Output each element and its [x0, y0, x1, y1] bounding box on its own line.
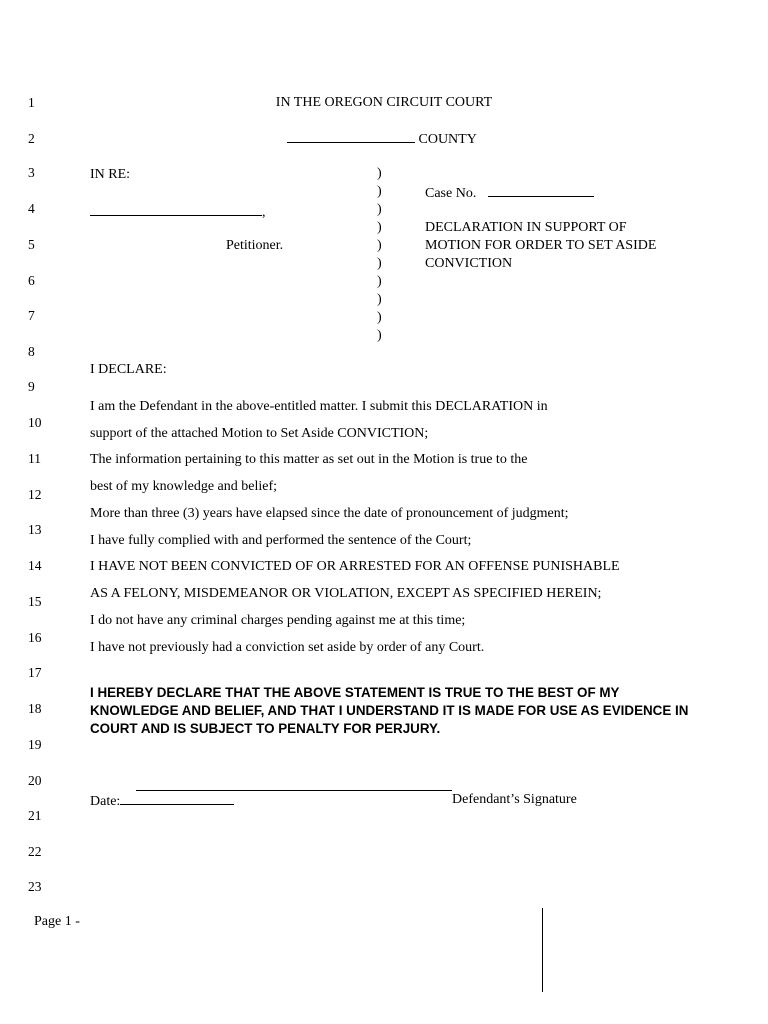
caption-paren: ) — [377, 292, 382, 307]
line-number: 8 — [28, 344, 35, 359]
line-number: 23 — [28, 879, 42, 894]
statement-line: The information pertaining to this matter as set out in the Motion is true to the — [90, 452, 528, 467]
caption-paren: ) — [377, 220, 382, 235]
line-number: 16 — [28, 630, 42, 645]
line-number: 9 — [28, 379, 35, 394]
statement-line: I HAVE NOT BEEN CONVICTED OF OR ARRESTED FOR AN OFFENSE PUNISHABLE — [90, 559, 620, 574]
caption-paren: ) — [377, 256, 382, 271]
line-number: 10 — [28, 415, 42, 430]
caption-paren: ) — [377, 166, 382, 181]
line-number: 18 — [28, 701, 42, 716]
statement-line: AS A FELONY, MISDEMEANOR OR VIOLATION, EXCEPT AS SPECIFIED HEREIN; — [90, 586, 602, 601]
caption-paren: ) — [377, 274, 382, 289]
document-title-line-2: MOTION FOR ORDER TO SET ASIDE — [425, 238, 657, 253]
county-blank[interactable] — [287, 130, 415, 143]
statement-line: I do not have any criminal charges pending against me at this time; — [90, 613, 466, 628]
i-declare-heading: I DECLARE: — [90, 362, 167, 377]
line-number: 20 — [28, 773, 42, 788]
petitioner-label: Petitioner. — [226, 238, 284, 253]
line-number: 15 — [28, 594, 42, 609]
petitioner-name-blank[interactable] — [90, 203, 262, 216]
line-number: 14 — [28, 558, 42, 573]
line-number: 7 — [28, 308, 35, 323]
statement-line: I have fully complied with and performed the sentence of the Court; — [90, 533, 472, 548]
line-number: 19 — [28, 737, 42, 752]
page-number: Page 1 - — [34, 914, 80, 929]
caption-paren: ) — [377, 310, 382, 325]
statement-line: More than three (3) years have elapsed since the date of pronouncement of judgment; — [90, 506, 569, 521]
line-number: 4 — [28, 201, 35, 216]
line-number: 2 — [28, 131, 35, 146]
line-number: 11 — [28, 451, 41, 466]
line-number: 13 — [28, 522, 42, 537]
footer-divider — [542, 908, 543, 992]
case-no-label: Case No. — [425, 186, 477, 201]
line-number: 3 — [28, 165, 35, 180]
case-number-blank[interactable] — [488, 184, 594, 197]
statement-line: support of the attached Motion to Set Aside CONVICTION; — [90, 426, 429, 441]
caption-paren: ) — [377, 202, 382, 217]
statement-line: I am the Defendant in the above-entitled matter. I submit this DECLARATION in — [90, 399, 548, 414]
document-title-line-1: DECLARATION IN SUPPORT OF — [425, 220, 627, 235]
document-title-line-3: CONVICTION — [425, 256, 513, 271]
caption-paren: ) — [377, 238, 382, 253]
statement-line: I have not previously had a conviction set aside by order of any Court. — [90, 640, 485, 655]
caption-paren: ) — [377, 328, 382, 343]
line-number: 12 — [28, 487, 42, 502]
caption-paren: ) — [377, 184, 382, 199]
date-label: Date: — [90, 794, 121, 809]
defendant-signature-label: Defendant’s Signature — [452, 792, 577, 807]
perjury-attestation: I HEREBY DECLARE THAT THE ABOVE STATEMENT IS TRUE TO THE BEST OF MY KNOWLEDGE AND BELIEF, AND THAT I UNDERSTAND IT IS MADE FOR USE AS EVIDENCE IN COURT AND IS SUBJECT TO PENALTY FOR PERJURY. — [90, 685, 689, 736]
line-number: 22 — [28, 844, 42, 859]
case-number-line — [425, 184, 594, 202]
line-number: 1 — [28, 95, 35, 110]
date-line — [90, 792, 234, 810]
statement-line: best of my knowledge and belief; — [90, 479, 278, 494]
county-label: COUNTY — [418, 132, 477, 147]
line-number: 17 — [28, 665, 42, 680]
line-number: 5 — [28, 237, 35, 252]
court-title: IN THE OREGON CIRCUIT COURT — [275, 95, 493, 110]
line-number: 21 — [28, 808, 42, 823]
signature-line[interactable] — [136, 790, 452, 791]
date-blank[interactable] — [120, 792, 234, 805]
petitioner-comma: , — [262, 205, 266, 220]
line-number: 6 — [28, 273, 35, 288]
in-re-label: IN RE: — [90, 167, 131, 182]
county-line — [287, 130, 477, 148]
petitioner-name-line — [90, 203, 266, 221]
